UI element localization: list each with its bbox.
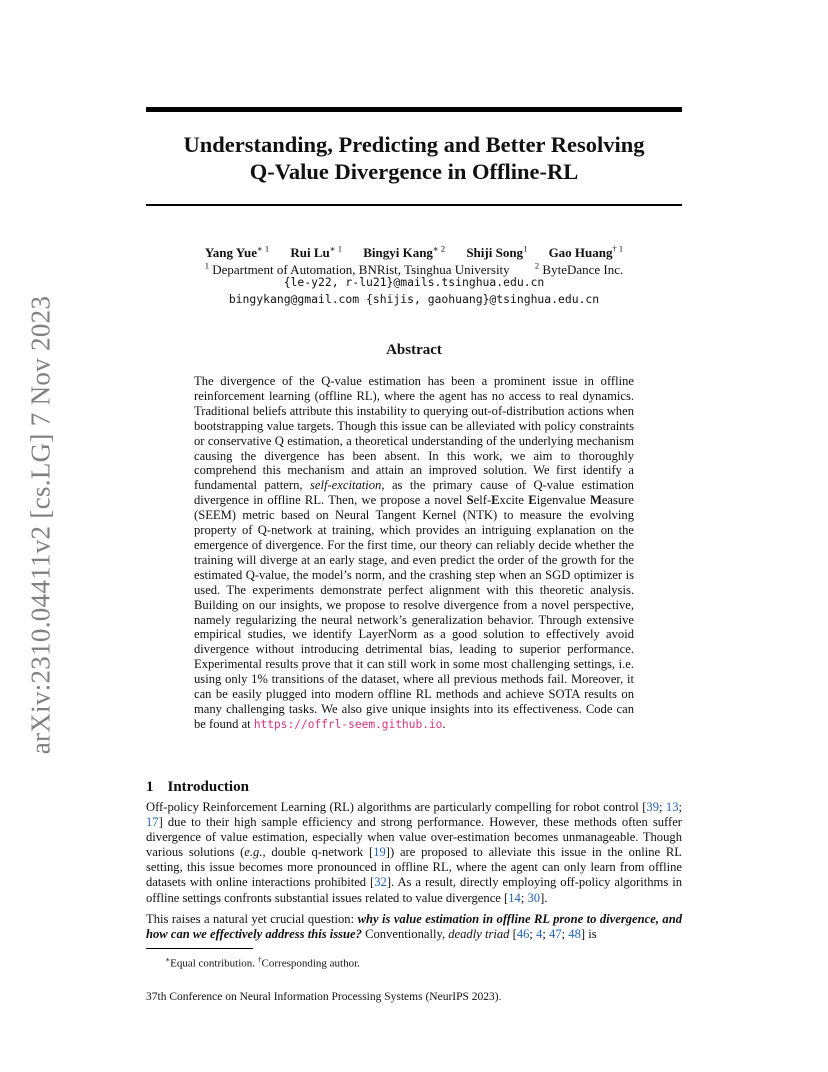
citation-link[interactable]: 30 — [527, 890, 541, 905]
abstract-text: , as the primary cause of Q-value estimation divergence in offline RL. Then, we propose a novel — [194, 478, 634, 508]
intro-paragraph-1 — [146, 800, 682, 906]
intro-text: ; — [561, 926, 569, 941]
acronym-letter: M — [589, 493, 602, 508]
intro-emphasis: deadly triad — [448, 926, 510, 941]
footnote-rule — [146, 948, 253, 949]
footnote — [165, 953, 360, 971]
intro-text: ] due to their high sample efficiency and strong performance. However, these methods often suffer divergence of value estimation, especially when value over-estimation becomes unmanageable. Though various solutions ( — [146, 815, 682, 860]
conference-note: 37th Conference on Neural Information Processing Systems (NeurIPS 2023). — [146, 991, 502, 1003]
email-block — [146, 274, 682, 307]
intro-text: ] is — [580, 926, 597, 941]
author-mark: 1 — [523, 244, 528, 254]
abstract-body — [194, 374, 634, 733]
title-line-1: Understanding, Predicting and Better Resolving — [183, 132, 645, 157]
arxiv-stamp-text: arXiv:2310.04411v2 [cs.LG] 7 Nov 2023 — [25, 295, 56, 755]
section-number: 1 — [146, 779, 154, 795]
author-mark: ∗ 1 — [329, 244, 342, 254]
affiliation-1-mark: 1 — [204, 261, 209, 271]
citation-link[interactable]: 13 — [665, 800, 679, 814]
affiliation-2-mark: 2 — [534, 261, 540, 271]
author-name: Yang Yue — [204, 245, 257, 261]
abstract-text: The divergence of the Q-value estimation has been a prominent issue in offline reinforcement learning (offline RL), where the agent has no access to real dynamics. Traditional beliefs attribute this instability to querying out-of-distribution actions when bootstrapping value targets. Though this issue can be alleviated with policy constraints or conservative Q estimation, a theoretical understanding of the underlying mechanism causing the divergence has been absent. In this work, we aim to thoroughly comprehend this mechanism and attain an improved solution. We first identify a fundamental pattern, — [194, 374, 634, 493]
footnote-star: ∗ — [165, 955, 171, 964]
email-line-1: {le-y22, r-lu21}@mails.tsinghua.edu.cn — [283, 275, 545, 289]
intro-text: ; — [520, 890, 528, 905]
acronym-letter: E — [528, 493, 537, 508]
intro-text: ]. — [540, 890, 548, 905]
intro-text: This raises a natural yet crucial question: — [146, 911, 355, 926]
footnote-dagger: † — [257, 955, 262, 964]
author-name: Rui Lu — [290, 245, 330, 261]
author-mark: ∗ 2 — [432, 244, 446, 254]
abstract-text: elf- — [473, 493, 492, 508]
abstract-text: xcite — [499, 493, 525, 508]
citation-link[interactable]: 19 — [373, 845, 386, 860]
section-title: Introduction — [167, 779, 249, 795]
intro-text: , double q-network [ — [262, 845, 374, 860]
title-top-rule — [146, 107, 682, 112]
footnote-text-2: Corresponding author. — [261, 957, 360, 970]
introduction-body — [146, 800, 682, 948]
acronym-letter: S — [466, 493, 474, 508]
title-line-2: Q-Value Divergence in Offline-RL — [249, 159, 579, 184]
citation-link[interactable]: 32 — [374, 875, 387, 890]
title-bottom-rule — [146, 204, 682, 206]
abstract-text: easure — [601, 493, 634, 508]
section-heading — [146, 779, 249, 796]
citation-link[interactable]: 17 — [146, 815, 159, 830]
author-mark: † 1 — [612, 244, 624, 254]
citation-link[interactable]: 47 — [549, 926, 562, 941]
author-name: Bingyi Kang — [363, 245, 433, 261]
author-name: Shiji Song — [466, 245, 524, 261]
citation-link[interactable]: 4 — [536, 926, 543, 941]
abstract-emphasis: self-excitation — [310, 478, 382, 493]
intro-text: [ — [512, 926, 517, 941]
intro-text: ; — [658, 800, 666, 814]
citation-link[interactable]: 39 — [646, 800, 659, 814]
abstract-text: . — [442, 716, 446, 731]
citation-link[interactable]: 46 — [516, 926, 530, 941]
affiliation-2-text: ByteDance Inc. — [542, 262, 624, 278]
intro-emphasis: e.g. — [244, 845, 263, 860]
intro-text: ; — [542, 926, 550, 941]
citation-link[interactable]: 14 — [508, 890, 521, 905]
author-name: Gao Huang — [548, 245, 613, 261]
paper-title — [146, 131, 682, 185]
intro-text: Conventionally, — [365, 926, 446, 941]
abstract-heading: Abstract — [386, 342, 442, 358]
intro-text: ; — [678, 800, 682, 814]
affiliation-1-text: Department of Automation, BNRist, Tsinghua University — [212, 262, 510, 278]
author-mark: ∗ 1 — [257, 244, 270, 254]
intro-text: Off-policy Reinforcement Learning (RL) algorithms are particularly compelling for robot control [ — [146, 800, 647, 814]
footnote-text-1: Equal contribution. — [170, 957, 256, 970]
abstract-text: igenvalue — [536, 493, 586, 508]
intro-paragraph-2 — [146, 912, 682, 942]
citation-link[interactable]: 48 — [568, 926, 581, 941]
email-line-2: bingykang@gmail.com {shijis, gaohuang}@tsinghua.edu.cn — [228, 291, 600, 306]
acronym-letter: E — [491, 493, 500, 508]
intro-text: ; — [529, 926, 537, 941]
abstract-text: (SEEM) metric based on Neural Tangent Kernel (NTK) to measure the evolving property of Q-network at training, which provides an intriguing explanation on the emergence of divergence. For the first time, our theory can reliably decide whether the training will diverge at an early stage, and even predict the order of the growth for the estimated Q-value, the model’s norm, and the crashing step when an SGD optimizer is used. The experiments demonstrate perfect alignment with this theoretic analysis. Building on our insights, we propose to resolve divergence from a novel perspective, namely regularizing the neural network’s generalization behavior. Through extensive empirical studies, we identify LayerNorm as a good solution to effectively avoid divergence without introducing detrimental bias, leading to superior performance. Experimental results prove that it can still work in some most challenging settings, i.e. using only 1% transitions of the dataset, where all previous methods fail. Moreover, it can be easily plugged into modern offline RL methods and achieve SOTA results on many challenging tasks. We also give unique insights into its effectiveness. Code can be found at — [194, 508, 634, 731]
intro-text: ]) are proposed to alleviate this issue in the online RL setting, this issue becomes more pronounced in offline RL, where the agent can only learn from offline datasets with online interactions prohibited [ — [146, 845, 682, 890]
intro-text: ]. As a result, directly employing off-policy algorithms in offline settings confronts substantial issues related to value divergence [ — [146, 875, 682, 905]
code-link[interactable]: https://offrl-seem.github.io — [253, 717, 443, 731]
research-question: why is value estimation in offline RL prone to divergence, and how can we effectively address this issue? — [146, 911, 683, 941]
